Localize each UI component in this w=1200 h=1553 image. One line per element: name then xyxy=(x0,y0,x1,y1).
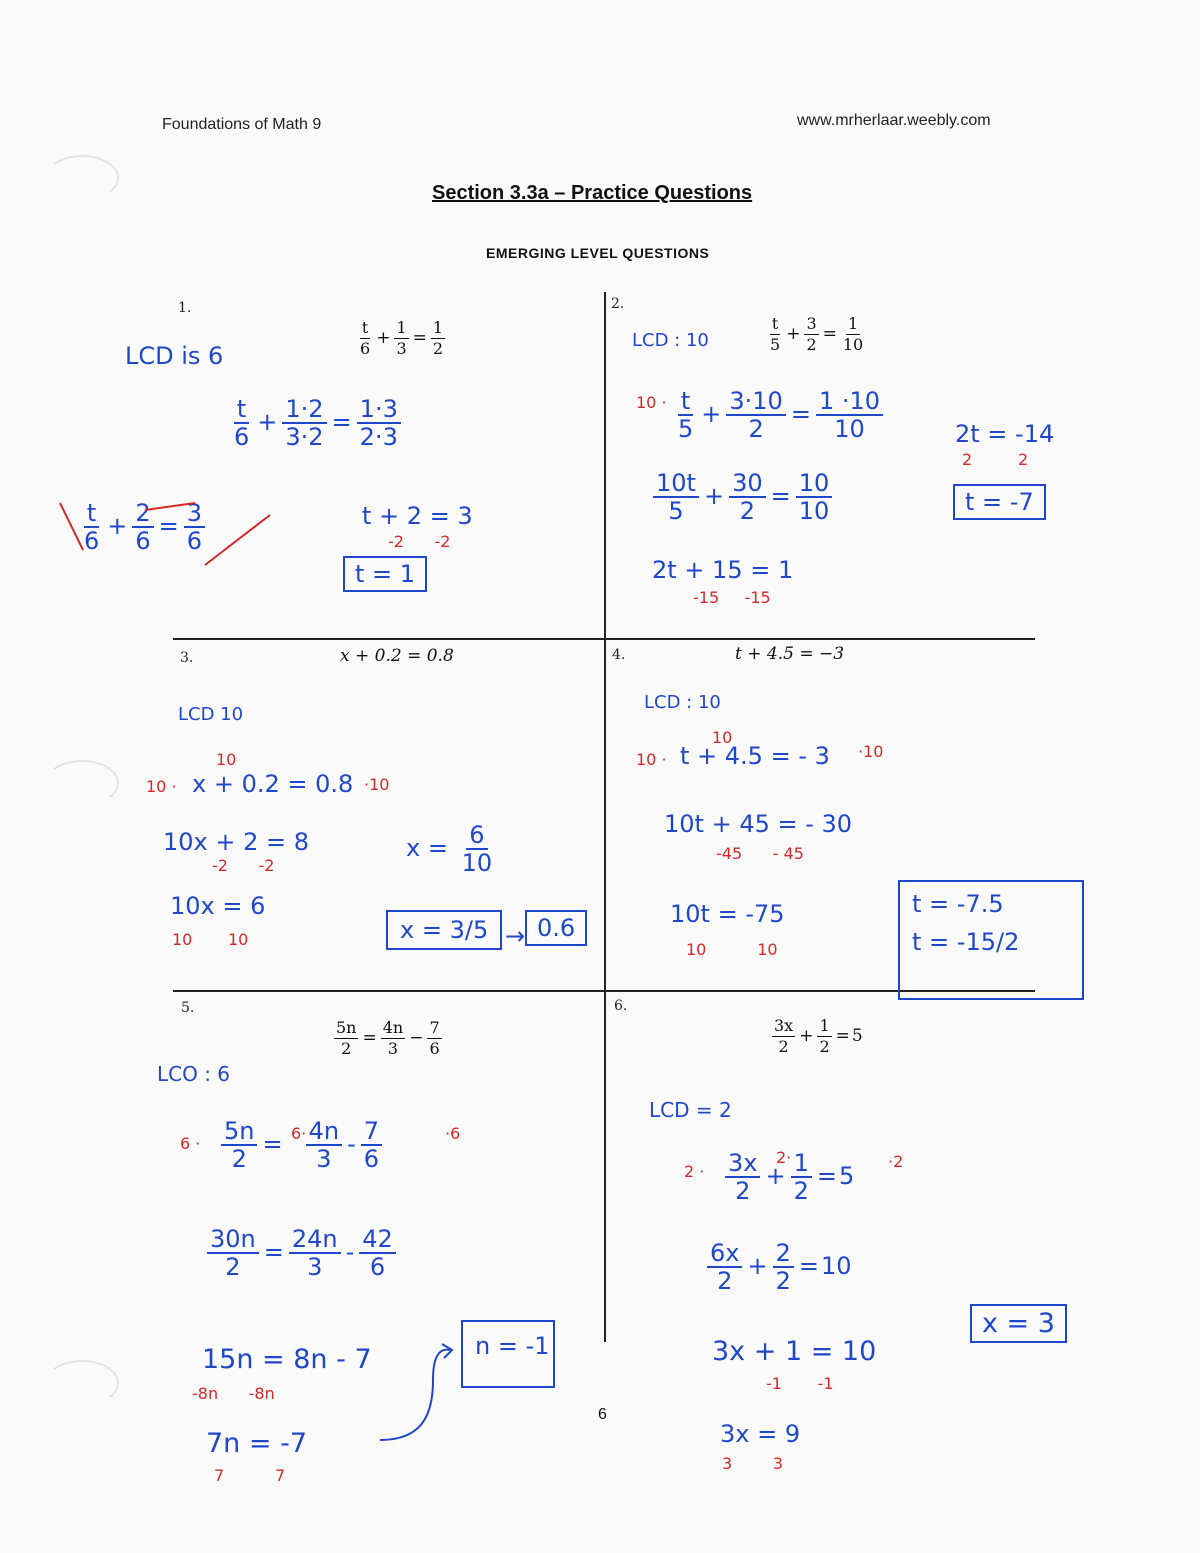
work-step-2: $\frac{6x}{2}$ + $\frac{2}{2}$ =10 xyxy=(704,1240,852,1294)
work-step-2: $\frac{30n}{2}$ = $\frac{24n}{3}$ - $\frac{42}{6}$ xyxy=(204,1226,399,1280)
arrow-to-answer xyxy=(378,1340,458,1450)
work-step-4: 7n = -7 xyxy=(206,1428,307,1459)
work-step-1: $\frac{t}{6}$ + $\frac{1\cdot 2}{3\cdot 2}$ = $\frac{1\cdot 3}{2\cdot 3}$ xyxy=(228,396,404,450)
work-step-1-right: ·2 xyxy=(888,1152,904,1171)
page-number: 6 xyxy=(598,1406,607,1423)
work-step-3: 2t + 15 = 1 xyxy=(652,556,794,584)
question-equation: $\frac{t}{6}$ + $\frac{1}{3}$ = $\frac{1}{2}$ xyxy=(360,318,444,358)
course-name: Foundations of Math 9 xyxy=(162,116,322,133)
work-step-1: $\frac{5n}{2}$ = $\frac{4n}{3}$ - $\frac{7}{6}$ xyxy=(218,1118,385,1172)
work-step-1: $\frac{t}{5}$ + $\frac{3\cdot 10}{2}$ = $\frac{1 \cdot 10}{10}$ xyxy=(672,388,886,442)
work-step-1: $\frac{3x}{2}$ + $\frac{1}{2}$ =5 xyxy=(722,1150,854,1204)
work-step-1-top: 10 xyxy=(712,728,733,747)
equals-arrow: → xyxy=(505,922,526,950)
work-step-4-divide: 3 3 xyxy=(722,1454,784,1473)
lcd-note: LCD = 2 xyxy=(649,1098,732,1122)
work-step-1: x + 0.2 = 0.8 xyxy=(192,770,354,798)
binder-hole-middle xyxy=(45,760,119,806)
work-step-3: 10t = -75 xyxy=(670,900,785,928)
work-step-3-subtract: -1 -1 xyxy=(766,1374,834,1393)
work-step-1-mid: 2· xyxy=(776,1148,792,1167)
question-number: 2. xyxy=(611,296,625,312)
work-step-2: 10x + 2 = 8 xyxy=(163,828,310,856)
work-step-3-subtract: -15 -15 xyxy=(693,588,771,607)
question-equation: $\frac{5n}{2}$ = $\frac{4n}{3}$ − $\frac{7}{6}$ xyxy=(336,1018,440,1058)
work-step-1: t + 4.5 = - 3 xyxy=(680,742,830,770)
work-step-1-left: 10 · xyxy=(636,750,667,769)
question-number: 4. xyxy=(612,647,626,663)
cancel-marks xyxy=(55,495,285,575)
work-step-3: 15n = 8n - 7 xyxy=(202,1344,372,1375)
work-step-3-subtract: -2 -2 xyxy=(388,532,451,551)
work-step-3-divide: 10 10 xyxy=(686,940,778,959)
work-step-3-subtract: -8n -8n xyxy=(192,1384,275,1403)
work-step-1-left: 6 · xyxy=(180,1134,201,1153)
work-step-3: 3x + 1 = 10 xyxy=(712,1336,877,1367)
work-step-2: $\frac{t}{6}$ + $\frac{2}{6}$ = $\frac{3}{6}$ xyxy=(78,500,208,554)
work-step-3: t + 2 = 3 xyxy=(362,502,473,530)
work-step-4: x = $\frac{6}{10}$ xyxy=(406,821,493,877)
question-equation: $\frac{3x}{2}$ + $\frac{1}{2}$ = 5 xyxy=(774,1016,863,1056)
work-step-1-left: 10 · xyxy=(146,777,177,796)
answer-box: t = 1 xyxy=(343,556,427,592)
answer-box: t = -7 xyxy=(953,484,1046,520)
section-subtitle: EMERGING LEVEL QUESTIONS xyxy=(486,245,710,261)
answer-box: n = -1 xyxy=(461,1320,555,1388)
work-step-4-divide: 7 7 xyxy=(214,1466,286,1485)
work-step-2: $\frac{10t}{5}$ + $\frac{30}{2}$ = $\frac{10}{10}$ xyxy=(650,470,835,524)
lcd-note: LCO : 6 xyxy=(157,1062,231,1086)
work-step-1-top: 10 xyxy=(216,750,237,769)
question-number: 3. xyxy=(180,650,194,666)
work-step-4: 3x = 9 xyxy=(720,1420,801,1448)
grid-horizontal-line-1 xyxy=(173,638,1035,640)
question-number: 5. xyxy=(181,1000,195,1016)
work-step-3-divide: 10 10 xyxy=(172,930,249,949)
answer-box: x = 3 xyxy=(970,1304,1067,1343)
work-step-3: 10x = 6 xyxy=(170,892,266,920)
binder-hole-bottom xyxy=(45,1360,119,1406)
work-step-1-mid: 6· xyxy=(291,1124,307,1143)
website-url: www.mrherlaar.weebly.com xyxy=(797,112,991,129)
work-step-1-left: 2 · xyxy=(684,1162,705,1181)
question-equation: x + 0.2 = 0.8 xyxy=(340,646,454,666)
question-number: 1. xyxy=(178,300,192,316)
grid-vertical-line xyxy=(604,292,606,1342)
lcd-note: LCD : 10 xyxy=(632,330,709,351)
work-step-1-right: ·10 xyxy=(364,775,390,794)
question-number: 6. xyxy=(614,998,628,1014)
question-equation: $\frac{t}{5}$ + $\frac{3}{2}$ = $\frac{1}{10}$ xyxy=(770,314,864,354)
lcd-note: LCD 10 xyxy=(178,704,244,725)
work-step-2: 10t + 45 = - 30 xyxy=(664,810,853,838)
binder-hole-top xyxy=(45,155,119,201)
work-step-2-subtract: -2 -2 xyxy=(212,856,275,875)
work-step-1-multiplier: 10 · xyxy=(636,393,667,412)
work-step-4-divide: 2 2 xyxy=(962,450,1029,469)
answer-box-decimal: 0.6 xyxy=(525,910,587,946)
work-step-2-subtract: -45 - 45 xyxy=(716,844,804,863)
work-step-1-right: ·6 xyxy=(445,1124,461,1143)
lcd-note: LCD : 10 xyxy=(644,692,721,713)
work-step-1-right: ·10 xyxy=(858,742,884,761)
page-title: Section 3.3a – Practice Questions xyxy=(432,182,753,204)
answer-box: x = 3/5 xyxy=(386,910,502,950)
question-equation: t + 4.5 = −3 xyxy=(735,644,845,664)
work-step-4: 2t = -14 xyxy=(955,420,1055,448)
answer-box: t = -7.5 t = -15/2 xyxy=(898,880,1084,1000)
lcd-note: LCD is 6 xyxy=(125,342,224,370)
